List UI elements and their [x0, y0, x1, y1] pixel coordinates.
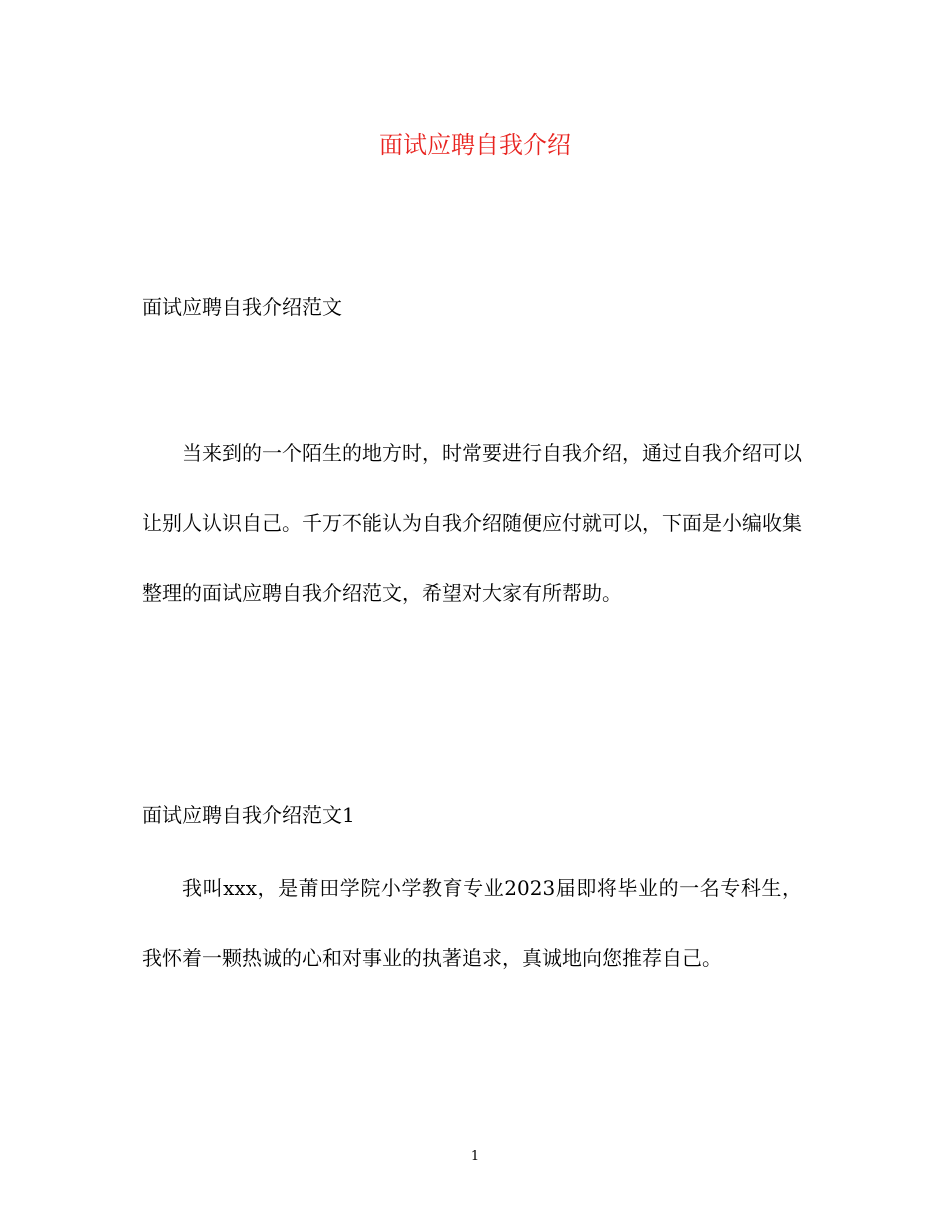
section-heading-example-1: 面试应聘自我介绍范文1: [142, 803, 355, 827]
page-number: 1: [470, 1149, 480, 1164]
example-1-paragraph: 我叫xxx，是莆田学院小学教育专业2023届即将毕业的一名专科生，我怀着一颗热诚的心和对事业的执著追求，真诚地向您推荐自己。: [142, 876, 802, 970]
intro-paragraph: 当来到的一个陌生的地方时，时常要进行自我介绍，通过自我介绍可以让别人认识自己。千万不能认为自我介绍随便应付就可以，下面是小编收集整理的面试应聘自我介绍范文，希望对大家有所帮助。: [142, 441, 802, 605]
section-heading-intro: 面试应聘自我介绍范文: [142, 295, 342, 319]
document-title: 面试应聘自我介绍: [379, 131, 571, 159]
